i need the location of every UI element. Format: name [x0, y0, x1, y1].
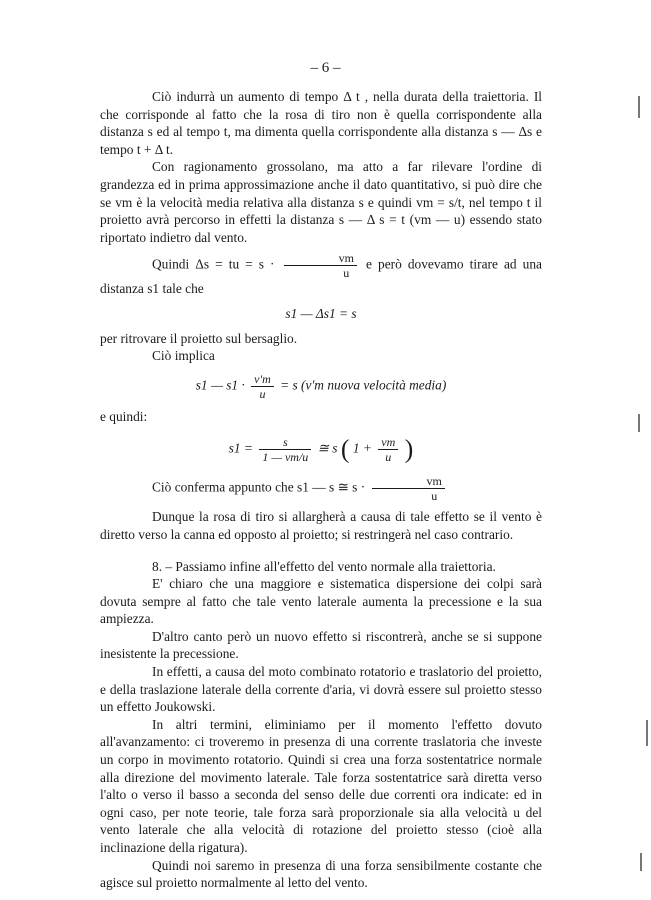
fraction-denominator: u	[385, 450, 392, 465]
inline-fraction	[372, 474, 445, 503]
paragraph: e quindi:	[100, 408, 148, 424]
page-number: – 6 –	[310, 60, 341, 76]
paragraph: per ritrovare il proietto sul bersaglio.	[100, 330, 298, 346]
fraction-denominator: u	[431, 489, 438, 504]
fraction-denominator: u	[259, 386, 266, 401]
scan-mark	[638, 96, 640, 118]
scan-mark	[640, 853, 642, 871]
equation-left: s1 — s1 ·	[195, 377, 245, 393]
inline-text: Ciò conferma appunto che s1 — s ≅ s ·	[152, 479, 366, 495]
paragraph: Ciò implica	[152, 348, 215, 364]
equation-term: 1 +	[352, 440, 372, 456]
parenthesis: (	[340, 434, 350, 464]
paragraph: Dunque la rosa di tiro si allargherà a causa di tale effetto se il vento è diretto verso la canna ed opposto al proietto; si restringerà nel caso contrario.	[100, 509, 542, 542]
fraction-denominator: 1 — vm/u	[262, 450, 309, 465]
inline-fraction	[284, 251, 357, 280]
equation-2	[100, 372, 542, 401]
equation-middle: ≅ s	[317, 440, 338, 456]
paragraph: In altri termini, eliminiamo per il momento l'effetto dovuto all'avanzamento: ci troveremo in presenza di una corrente traslatoria che investe un corpo in movimento rotatorio. Quindi si crea una forza sostentatrice normale alla direzione del movimento laterale. Tale forza sostentatrice sarà diretta verso l'alto o verso il basso a seconda del senso delle due correnti ora indicate: ed in ogni caso, per note teorie, tale forza sarà proporzionale sia alla velocità u del vento laterale che alla velocità di rotazione del proietto stesso (cioè alla inclinazione della rigatura).	[100, 716, 542, 855]
fraction-numerator: vm	[372, 474, 445, 489]
equation-fraction	[378, 435, 398, 464]
equation-left: s1 =	[228, 440, 253, 456]
parenthesis: )	[404, 434, 414, 464]
equation-fraction	[259, 435, 311, 464]
paragraph: E' chiaro che una maggiore e sistematica dispersione dei colpi sarà dovuta sempre al fatto che tale vento laterale aumenta la precessione e la sua ampiezza.	[100, 576, 542, 627]
paragraph: Ciò indurrà un aumento di tempo Δ t , nella durata della traiettoria. Il che corrisponde al fatto che la rosa di tiro non è quella corrispondente alla distanza s ed al tempo t, ma dimenta quella corrispondente alla distanza s — Δs e tempo t + Δ t.	[100, 89, 542, 157]
inline-text: e però dovevamo tirare ad una distanza s1 tale che	[100, 256, 542, 297]
page-body	[100, 88, 542, 892]
equation-1: s1 — Δs1 = s	[285, 305, 357, 321]
equation-right: = s (v'm nuova velocità media)	[280, 377, 447, 393]
fraction-numerator: vm	[378, 435, 398, 450]
inline-text: Quindi Δs = tu = s ·	[152, 256, 275, 272]
fraction-numerator: vm	[284, 251, 357, 266]
paragraph-with-inline-fraction	[100, 474, 542, 503]
fraction-denominator: u	[343, 266, 350, 281]
paragraph: D'altro canto però un nuovo effetto si riscontrerà, anche se si suppone inesistente la precessione.	[100, 628, 542, 662]
equation-3	[100, 435, 542, 464]
fraction-numerator: v'm	[251, 372, 274, 387]
paragraph: In effetti, a causa del moto combinato rotatorio e traslatorio del proietto, e della traslazione laterale della corrente d'aria, vi dovrà essere sul proietto stesso un effetto Joukowski.	[100, 664, 542, 715]
paragraph: Con ragionamento grossolano, ma atto a far rilevare l'ordine di grandezza ed in prima approssimazione anche il dato quantitativo, si può dire che se vm è la velocità media relativa alla distanza s e quindi vm = s/t, nel tempo t il proietto avrà percorso in effetti la distanza s — Δ s = t (vm — u) essendo stato riportato indietro dal vento.	[100, 159, 542, 245]
paragraph-with-inline-fraction	[100, 251, 542, 298]
fraction-numerator: s	[259, 435, 311, 450]
equation-fraction	[251, 372, 274, 401]
section-heading-paragraph: 8. – Passiamo infine all'effetto del vento normale alla traiettoria.	[152, 558, 496, 574]
scan-mark	[646, 720, 648, 746]
scan-mark	[638, 414, 640, 432]
paragraph: Quindi noi saremo in presenza di una forza sensibilmente costante che agisce sul proietto normalmente al letto del vento.	[100, 857, 542, 891]
